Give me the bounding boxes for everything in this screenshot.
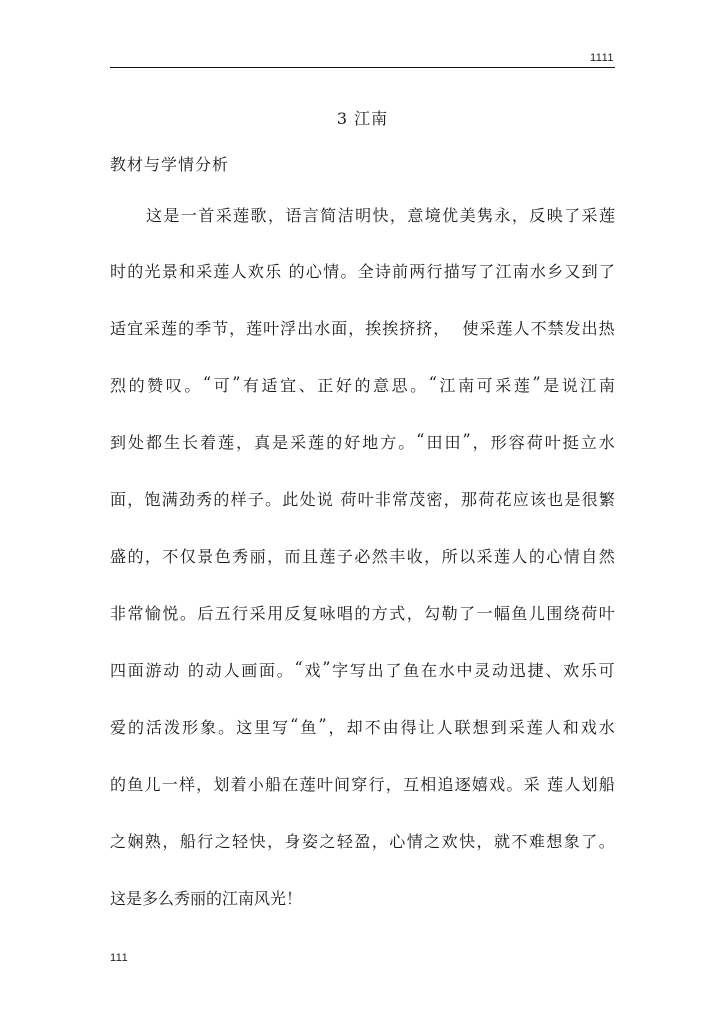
paragraph-line: 这 是 一 首 采 莲 歌 ， 语 言 简 洁 明 快 ， 意 境 优 美 隽 永 ， 反 映 了 采 莲 <box>146 206 615 225</box>
paragraph-line: 的 鱼 儿 一 样 ， 划 着 小 船 在 莲 叶 间 穿 行 ， 互 相 追 逐 嬉 戏 。 采 莲 人 划 船 <box>110 775 615 794</box>
footer-page-number: 111 <box>110 952 129 964</box>
paragraph-line: 时 的 光 景 和 采 莲 人 欢 乐 的 心 情 。 全 诗 前 两 行 描 写 了 江 南 水 乡 又 到 了 <box>110 262 615 281</box>
paragraph-line: 烈 的 赞 叹 。 “ 可 ” 有 适 宜 、 正 好 的 意 思 。 “ 江 南 可 采 莲 ” 是 说 江 南 <box>110 373 615 395</box>
section-heading: 教材与学情分析 <box>110 155 230 174</box>
paragraph-line: 四 面 游 动 的 动 人 画 面 。 “ 戏 ” 字 写 出 了 鱼 在 水 中 灵 动 迅 捷 、 欢 乐 可 <box>110 658 615 680</box>
paragraph-line: 到 处 都 生 长 着 莲 ， 真 是 采 莲 的 好 地 方 。 “ 田 田 ” ， 形 容 荷 叶 挺 立 水 <box>110 430 615 452</box>
paragraph-line: 适 宜 采 莲 的 季 节 ， 莲 叶 浮 出 水 面 ， 挨 挨 挤 挤 ， 使 采 莲 人 不 禁 发 出 热 <box>110 319 615 338</box>
paragraph-line: 这是多么秀丽的江南风光！ <box>110 889 303 908</box>
page-title: 3 江南 <box>336 109 389 128</box>
paragraph-line: 之 娴 熟 ， 船 行 之 轻 快 ， 身 姿 之 轻 盈 ， 心 情 之 欢 快 ， 就 不 难 想 象 了 。 <box>110 832 615 851</box>
paragraph-line: 爱 的 活 泼 形 象 。 这 里 写 “ 鱼 ” ， 却 不 由 得 让 人 联 想 到 采 莲 人 和 戏 水 <box>110 715 615 737</box>
paragraph-line: 非 常 愉 悦 。 后 五 行 采 用 反 复 咏 唱 的 方 式 ， 勾 勒 了 一 幅 鱼 儿 围 绕 荷 叶 <box>110 604 615 623</box>
paragraph-line: 盛 的 ， 不 仅 景 色 秀 丽 ， 而 且 莲 子 必 然 丰 收 ， 所 以 采 莲 人 的 心 情 自 然 <box>110 547 615 566</box>
header-page-number: 1111 <box>589 52 614 64</box>
paragraph-line: 面 ， 饱 满 劲 秀 的 样 子 。 此 处 说 荷 叶 非 常 茂 密 ， 那 荷 花 应 该 也 是 很 繁 <box>110 490 615 509</box>
